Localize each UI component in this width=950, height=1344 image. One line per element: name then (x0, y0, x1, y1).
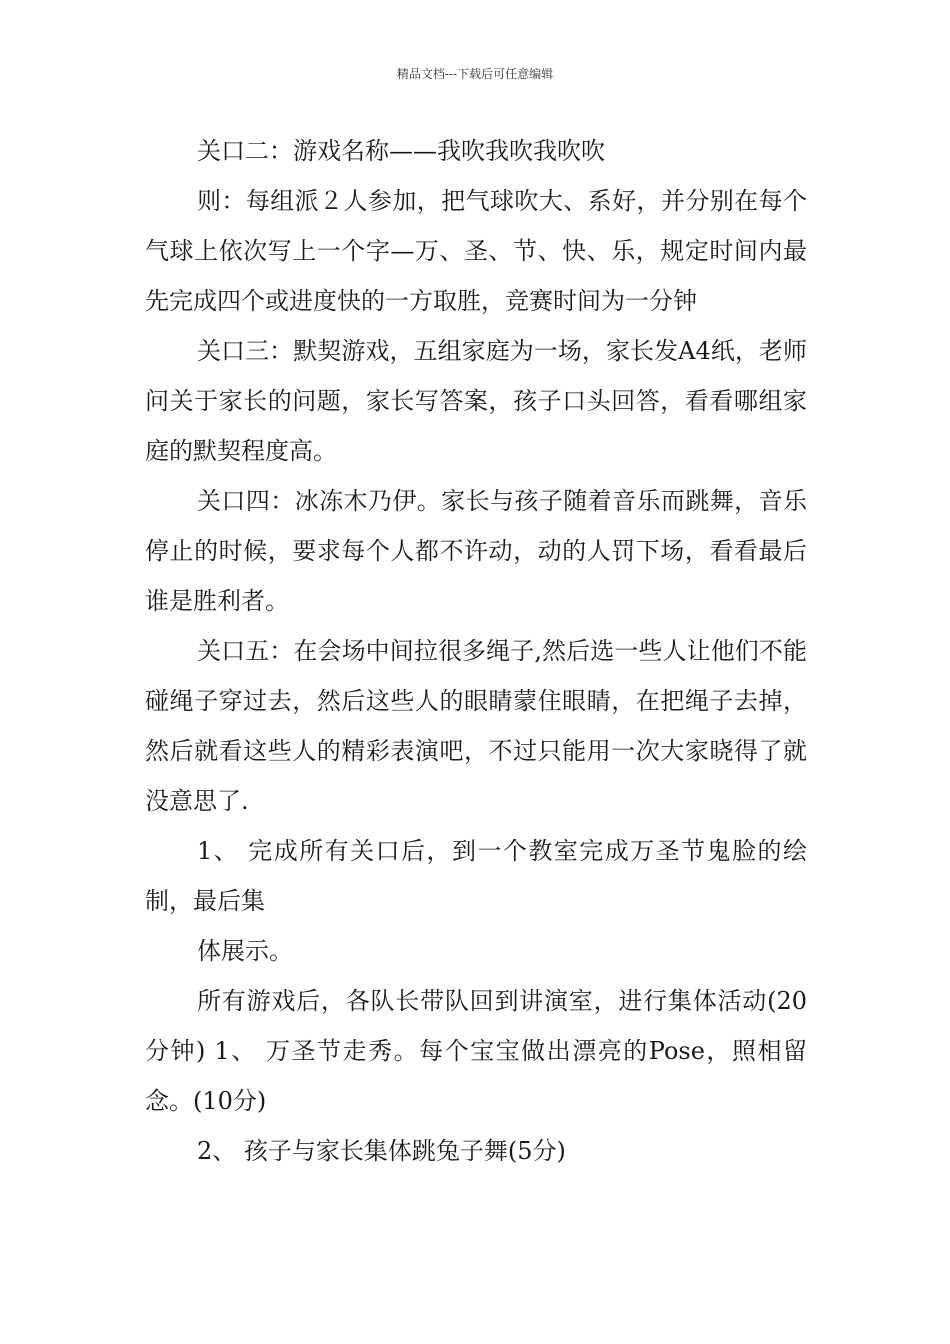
paragraph-checkpoint-two-title: 关口二：游戏名称——我吹我吹我吹吹 (197, 137, 605, 165)
paragraph-step-two: 2、 孩子与家长集体跳兔子舞(5分) (197, 1137, 566, 1165)
paragraph-checkpoint-five: 关口五：在会场中间拉很多绳子,然后选一些人让他们不能碰绳子穿过去，然后这些人的眼睛蒙住眼睛，在把绳子去掉，然后就看这些人的精彩表演吧，不过只能用一次大家晓得了就没意思了. (145, 637, 807, 815)
paragraph-group-display: 体展示。 (197, 937, 293, 965)
paragraph-checkpoint-three: 关口三：默契游戏，五组家庭为一场，家长发A4纸，老师问关于家长的问题，家长写答案，孩子口头回答，看看哪组家庭的默契程度高。 (145, 337, 807, 465)
page-header: 精品文档---下载后可任意编辑 (396, 67, 554, 81)
paragraph-checkpoint-four: 关口四：冰冻木乃伊。家长与孩子随着音乐而跳舞，音乐停止的时候，要求每个人都不许动，动的人罚下场，看看最后谁是胜利者。 (145, 487, 807, 615)
document-body (145, 126, 807, 1176)
paragraph-checkpoint-two-rules: 则：每组派２人参加，把气球吹大、系好，并分别在每个气球上依次写上一个字—万、圣、节、快、乐，规定时间内最先完成四个或进度快的一方取胜，竞赛时间为一分钟 (145, 187, 807, 315)
paragraph-group-activity: 所有游戏后，各队长带队回到讲演室，进行集体活动(20分钟) 1、 万圣节走秀。每个宝宝做出漂亮的Pose，照相留念。(10分) (145, 987, 807, 1115)
paragraph-step-one: 1、 完成所有关口后，到一个教室完成万圣节鬼脸的绘制，最后集 (145, 837, 807, 915)
